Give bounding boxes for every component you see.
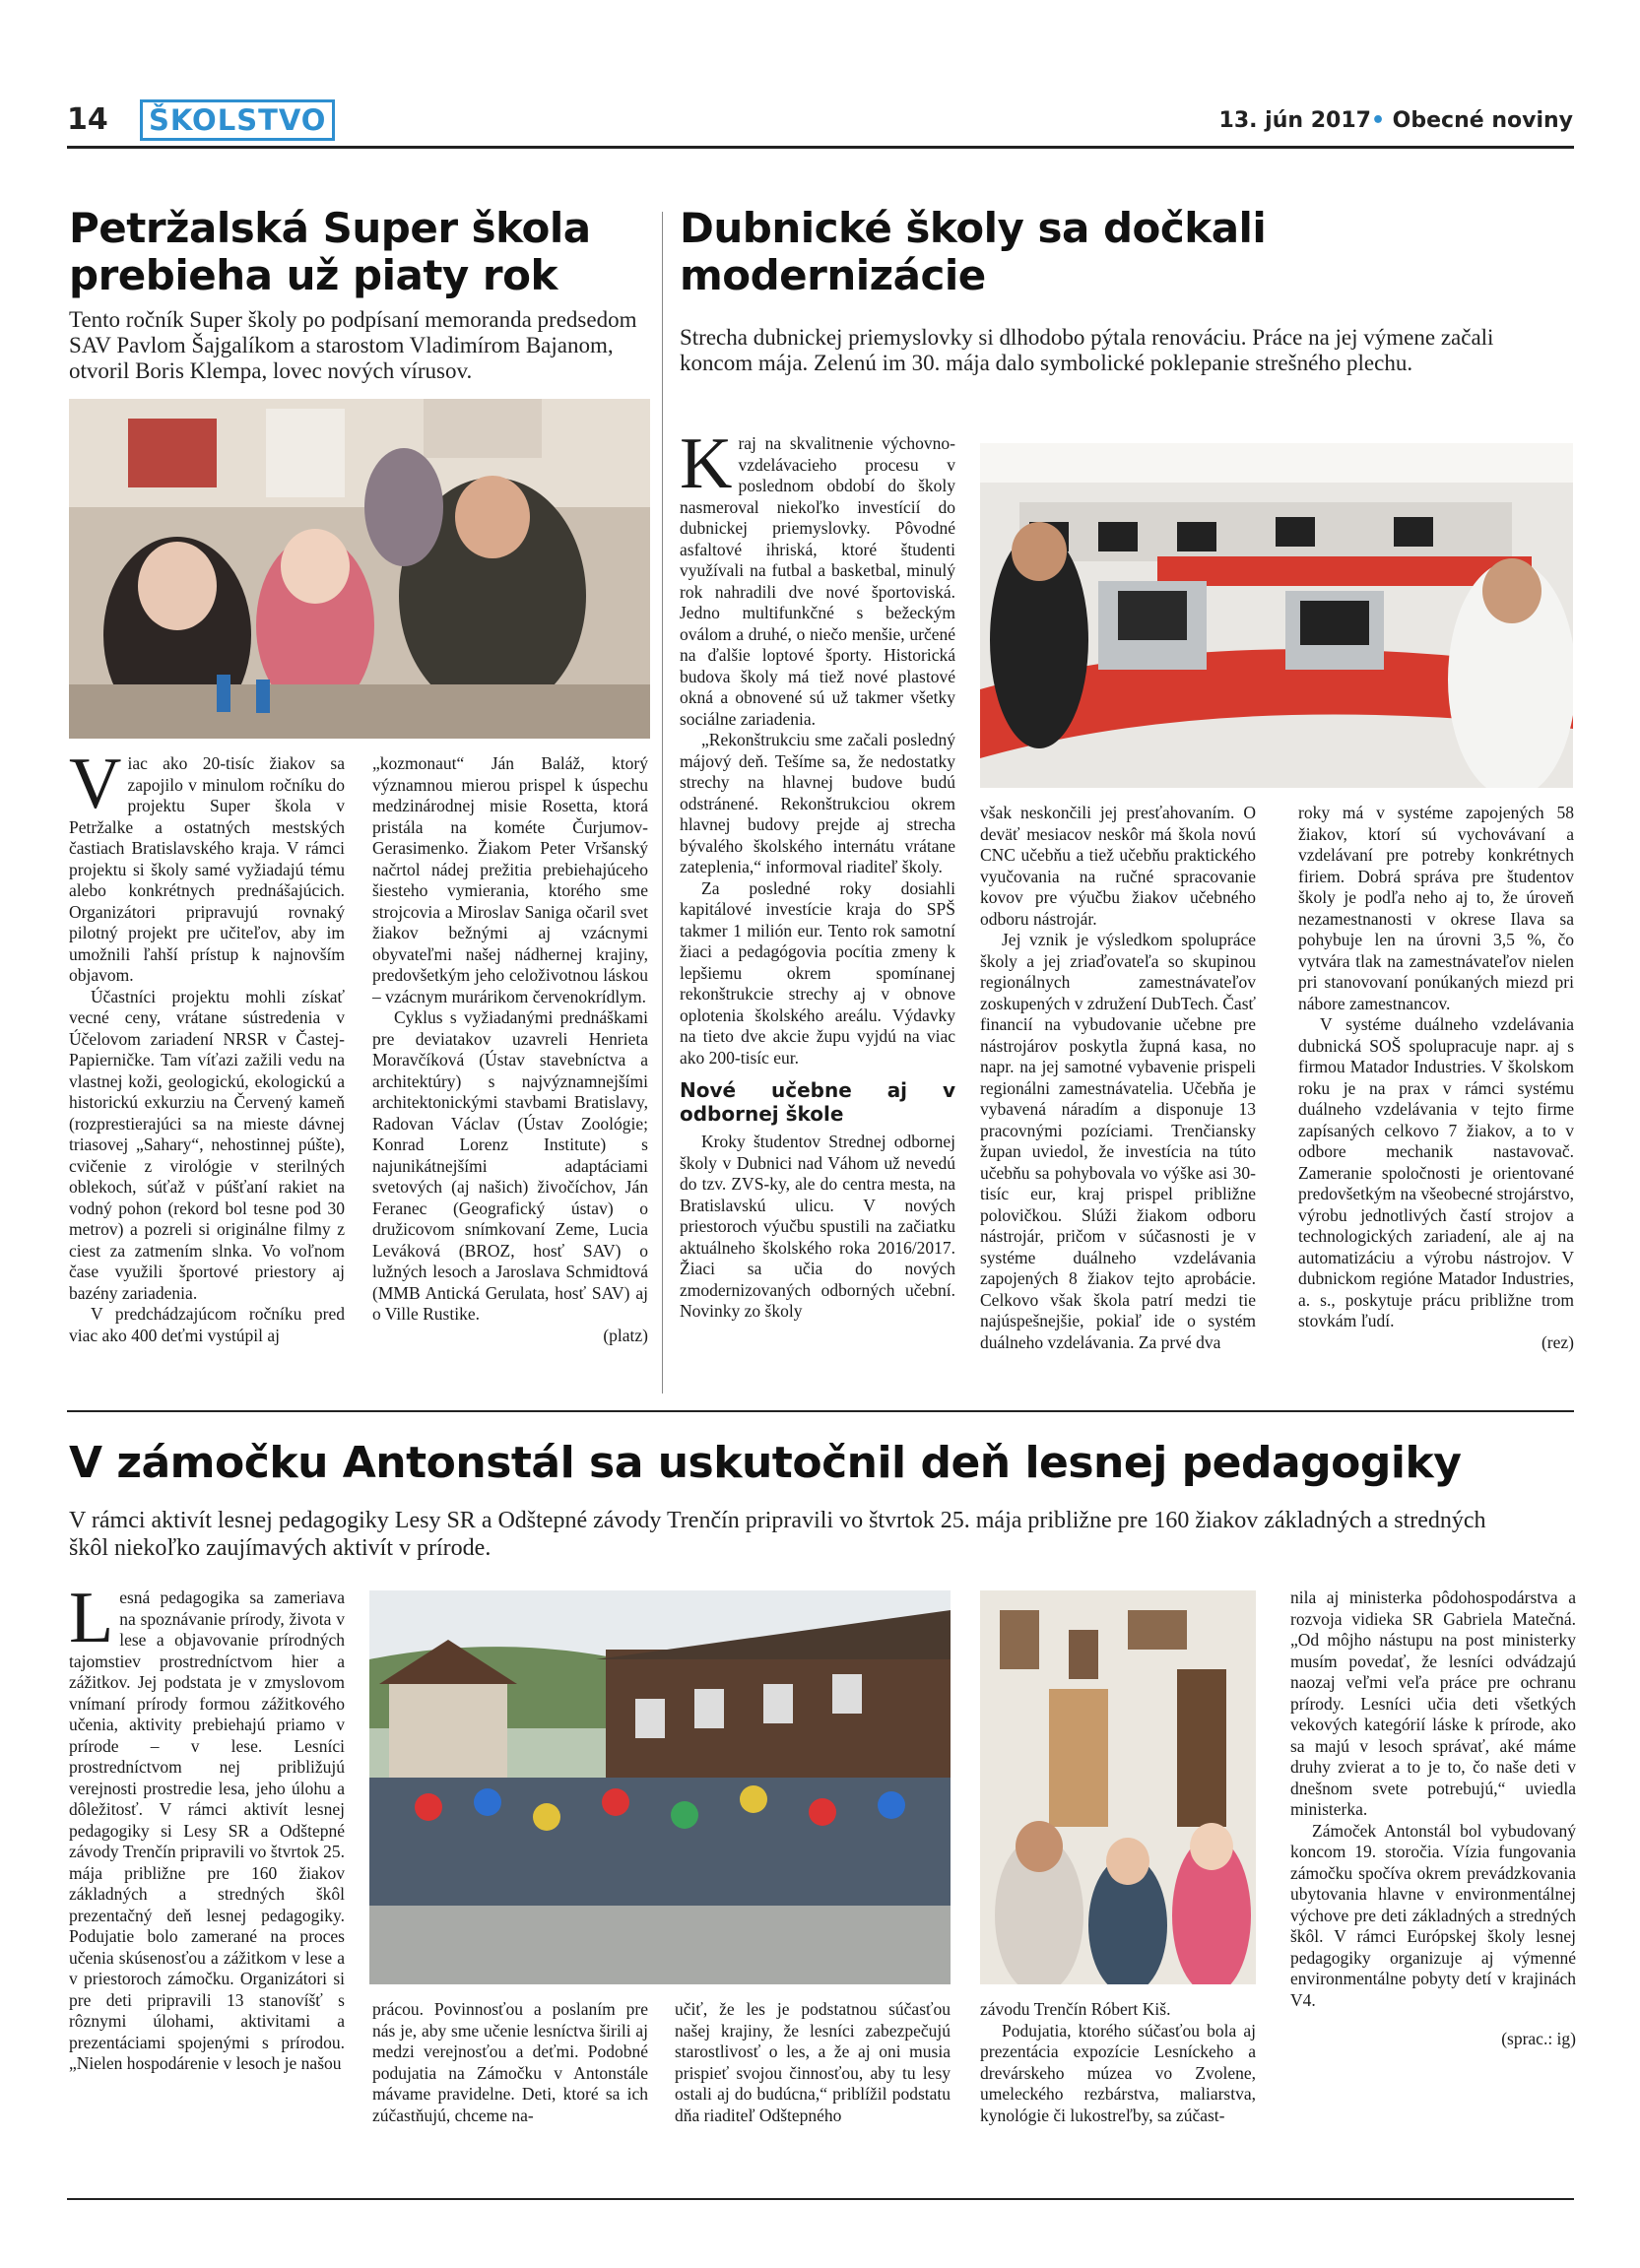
a1-photo-lab-workshop [69,399,650,739]
a2-column-3 [1298,803,1574,1353]
section-label: ŠKOLSTVO [140,99,335,141]
a2-col3-para-1: roky má v systéme zapojených 58 žiakov, ktorí sú vychovávaní a vzdelávaní pre potreby konkrétnych firiem. Dobrá správa pre študentov školy je podľa neho aj to, že úroveň nezamestnanosti v okrese Ilava sa pohybuje len na úrovni 3,5 %, čo vytvára tlak na zamestnávateľov nielen pri stanovovaní ponúkaných miezd pri nábore zamestnancov. [1298,803,1574,1013]
a3-col5-para-2: Zámoček Antonstál bol vybudovaný koncom 19. storočia. Vízia fungovania zámočku spočíva okrem prevádzkovania ubytovania hlavne v environmentálnej výchove pre deti základných a stredných škôl. V rámci Európskej školy lesnej pedagogiky organizuje aj výmenné environmentálne pobyty detí v krajinách V4. [1290,1820,1576,2010]
a1-col2-para-2: Cyklus s vyžiadanými prednáškami pre deviatakov uzavreli Henrieta Moravčíková (Ústav stavebníctva a architektúry) s najvýznamnejšími architektonickými stavbami Bratislavy, Radovan Václav (Ústav Zoológie; Konrad Lorenz Institute) s najunikátnejšími adaptáciami svetových (aj našich) živočíchov, Ján Feranec (Geografický ústav) o družicovom snímkovaní Zeme, Lucia Leváková (BROZ, hosť SAV) o lužných lesoch a Jaroslava Schmidtová (MMB Antická Gerulata, hosť SAV) aj o Ville Rustike. [372,1007,648,1324]
a3-col3-para-1: učiť, že les je podstatnou súčasťou našej krajiny, že lesníci zabezpečujú starostlivosť o les, a že aj oni musia prispieť svojou činnosťou, aby tu lesy ostali aj do budúcna,“ priblížil podstatu dňa riaditeľ Odštepného [675,1999,951,2125]
a2-col3-para-2: V systéme duálneho vzdelávania dubnická SOŠ spolupracuje napr. aj s firmou Matador Industries. V školskom roku je na prax v rámci systému duálneho vzdelávania v tejto firme zapísaných celkovo 7 žiakov, a to v odbore mechanik nastavovač. Zameranie spoločnosti je orientované predovšetkým na všeobecné strojárstvo, výrobu jednotlivých častí strojov a technologických zariadení, ale aj na automatizáciu a výrobu nástrojov. V dubnickom regióne Matador Industries, a. s., poskytuje prácu približne trom stovkám ľudí. [1298,1014,1574,1330]
separator-dot: • [1370,108,1385,133]
a1-column-2 [372,753,648,1346]
a3-column-3 [675,1999,951,2126]
a2-headline: Dubnické školy sa dočkali modernizácie [680,204,1267,299]
a3-headline: V zámočku Antonstál sa uskutočnil deň lesnej pedagogiky [69,1438,1462,1488]
a2-dropcap: K [680,423,733,504]
a3-col5-para-1: nila aj ministerka pôdohospodárstva a rozvoja vidieka SR Gabriela Matečná. „Od môjho nástupu na post ministerky musím povedať, že lesníci odvádzajú naozaj veľmi veľa práce pre ochranu prírody. Lesníci učia deti všetkých vekových kategórií láske k prírode, ako sa majú v lesoch správať, aké máme druhy zvierat a to je to, čo naše deti v dnešnom svete potrebujú,“ uviedla ministerka. [1290,1588,1576,1819]
header-rule [67,146,1574,149]
issue-date [1219,108,1573,133]
a3-photo-schoolchildren-crowd [369,1590,951,1984]
a2-subhead: Nové učebne aj v odbornej škole [680,1078,955,1126]
a1-signature: (platz) [603,1325,648,1345]
a3-column-1 [69,1578,345,2075]
a2-col1-para-4: Kroky študentov Strednej odbornej školy v Dubnici nad Váhom už nevedú do tzv. ZVS-ky, ale do centra mesta, na Bratislavskú ulicu. V nových priestoroch výučbu spustili na začiatku aktuálneho školského roka 2016/2017. Žiaci sa učia do nových zmodernizovaných odborných učební. Novinky zo školy [680,1132,955,1321]
a3-col2-para-1: prácou. Povinnosťou a poslaním pre nás je, aby sme učenie lesníctva širili aj medzi verejnosťou a deťmi. Podobné podujatia na Zámočku v Antonstále mávame pravidelne. Deti, ktoré sa ich zúčastňujú, chceme na- [372,1999,648,2125]
a2-lead: Strecha dubnickej priemyslovky si dlhodobo pýtala renováciu. Práce na jej výmene začali koncom mája. Zelenú im 30. mája dalo symbolické poklepanie strešného plechu. [680,325,1494,375]
a1-column-1 [69,744,345,1346]
a1-col1-para-1: Viac ako 20-tisíc žiakov sa zapojilo v minulom ročníku do projektu Super škola v Petržalke a ostatných mestských častiach Bratislavského kraja. V rámci projektu si školy samé vyžiadajú tému alebo konkrétnych prednášajúcich. Organizátori pripravujú rovnaký pilotný projekt pre učiteľov, aby im umožnili ľahší prístup k najnovším objavom. [69,744,345,985]
a2-col1-para-1: Kraj na skvalitnenie výchovno-vzdelávacieho procesu v poslednom období do školy nasmeroval niekoľko investícií do dubnickej priemyslovky. Pôvodné asfaltové ihriská, ktoré študenti využívali na futbal a basketbal, minulý rok nahradili dve nové športoviská. Jedno multifunkčné s bežeckým oválom a druhé, o niečo menšie, určené na ďalšie loptové športy. Historická budova školy má tiež nové plastové okná a obnovené sú už takmer všetky sociálne zariadenia. [680,423,955,729]
a2-col2-para-2: Jej vznik je výsledkom spolupráce školy a jej zriaďovateľa so skupinou regionálnych zamestnávateľov zoskupených v združení DubTech. Časť financií na vybudovanie učebne pre nástrojárov poskytla župná kasa, no napr. na jej samotné vybavenie prispeli regionálni zamestnávatelia. Učebňa je vybavená náradím a disponuje 13 pracovnými pozíciami. Trenčiansky župan uviedol, že investícia na túto učebňu sa pohybovala vo výške asi 30-tisíc eur, kraj prispel približne polovičkou. Slúži žiakom odboru nástrojár, pričom v súčasnosti je v systéme duálneho vzdelávania zapojených 8 žiakov tejto aprobácie. Celkovo však škola patrí medzi tie najúspešnejšie, pokiaľ ide o systém duálneho vzdelávania. Za prvé dva [980,930,1256,1352]
a3-photo-museum-exhibit [980,1590,1256,1984]
footer-rule [67,2198,1574,2200]
a1-col1-para-3: V predchádzajúcom ročníku pred viac ako 400 deťmi vystúpil aj [69,1304,345,1345]
a3-column-5 [1290,1588,1576,2050]
a1-col2-para-1: „kozmonaut“ Ján Baláž, ktorý významnou mierou prispel k úspechu medzinárodnej misie Rosetta, ktorá pristála na kométe Čurjumov-Gerasimenko. Žiakom Peter Vršanský načrtol nádej prežitia prebiehajúceho šiesteho vymierania, ktorého sme strojcovia a Miroslav Saniga očaril svet žiakov bežnými aj vzácnymi obyvateľmi našej nádhernej krajiny, predovšetkým jeho celoživotnou láskou – vzácnym murárikom červenokrídlym. [372,753,648,1006]
a3-column-2 [372,1999,648,2126]
a2-col2-para-1: však neskončili jej presťahovaním. O deväť mesiacov neskôr má škola novú CNC učebňu a tiež učebňu praktického vyučovania na ručné spracovanie kovov pre výučbu žiakov učebného odboru nástrojár. [980,803,1256,929]
a1-col1-para-2: Účastníci projektu mohli získať vecné ceny, vrátane sústredenia v Účelovom zariadení NRSR v Častej-Papierničke. Tam víťazi zažili vedu na vlastnej koži, geologickú, ekologickú a historickú exkurziu na Červený kameň (rozprestierajúci sa na mieste dávnej triasovej „Sahary“, nehostinnej púšte), cvičenie z virológie v sterilných oblekoch, súťaž v púšťaní rakiet na vodný pohon (rekord bol tesne pod 30 metrov) a pozreli si originálne filmy z ciest za zatmením slnka. Vo voľnom čase využili športové priestory aj bazény zariadenia. [69,986,345,1303]
a2-col1-para-2: „Rekonštrukciu sme začali posledný májový deň. Tešíme sa, že nedostatky strechy na hlavnej budove budú odstránené. Rekonštrukciou okrem hlavnej budovy prejde aj strecha bývalého školského internátu vrátane zateplenia,“ informoval riaditeľ školy. [680,730,955,876]
a1-dropcap: V [69,744,122,824]
a3-col1-para-1: Lesná pedagogika sa zameriava na spoznávanie prírody, života v lese a objavovanie prírodných tajomstiev prostredníctvom hier a zážitkov. Jej podstata je v zmyslovom vnímaní prírody formou zážitkového učenia, aktivity prebiehajú priamo v prírode – v lese. Lesníci prostredníctvom nej približujú verejnosti prostredie lesa, jeho úlohu a dôležitosť. V rámci aktivít lesnej pedagogiky si Lesy SR a Odštepné závody Trenčín pripravili vo štvrtok 25. mája približne pre 160 žiakov základných a stredných škôl prezentačný deň lesnej pedagogiky. Podujatie bolo zamerané na proces učenia skúsenosťou a zážitkom v lese a v priestoroch zámočku. Organizátori si pre deti pripravili 13 stanovíšť s rôznymi úlohami, aktivitami a prezentáciami spojenými s prírodou. „Nielen hospodárenie v lesoch je našou [69,1578,345,2073]
a3-col4-para-1: závodu Trenčín Róbert Kiš. [980,1999,1171,2019]
a3-signature: (sprac.: ig) [1501,2029,1576,2048]
a2-column-1 [680,423,955,1323]
a3-column-4 [980,1999,1256,2126]
page-number: 14 [67,102,108,137]
a2-column-2 [980,803,1256,1353]
section-rule-middle [67,1410,1574,1412]
article-divider-vertical [662,212,663,1393]
a1-lead: Tento ročník Super školy po podpísaní memoranda predsedom SAV Pavlom Šajgalíkom a starostom Vladimírom Bajanom, otvoril Boris Klempa, lovec nových vírusov. [69,307,637,383]
paper-name: Obecné noviny [1392,108,1573,133]
a3-lead: V rámci aktivít lesnej pedagogiky Lesy SR a Odštepné závody Trenčín pripravili vo štvrtok 25. mája približne pre 160 žiakov základných a stredných škôl niekoľko zaujímavých aktivít v prírode. [69,1508,1486,1561]
a2-photo-cnc-classroom [980,443,1573,788]
a3-col4-para-2: Podujatia, ktorého súčasťou bola aj prezentácia expozície Lesníckeho a drevárskeho múzea vo Zvolene, umeleckého rezbárstva, maliarstva, kynológie či lukostreľby, sa zúčast- [980,2020,1256,2125]
a3-dropcap: L [69,1578,114,1658]
date-text: 13. jún 2017 [1218,108,1371,133]
a2-signature: (rez) [1541,1331,1574,1352]
a2-col1-para-3: Za posledné roky dosiahli kapitálové investície kraja do SPŠ takmer 1 milión eur. Tento rok samotní žiaci a pedagógovia pocítia zmeny k lepšiemu okrem spomínanej rekonštrukcie strechy aj v obnove oplotenia školského areálu. Výdavky na tieto dve akcie župu vyjdú na viac ako 200-tisíc eur. [680,877,955,1068]
a1-headline: Petržalská Super škola prebieha už piaty rok [69,204,591,299]
